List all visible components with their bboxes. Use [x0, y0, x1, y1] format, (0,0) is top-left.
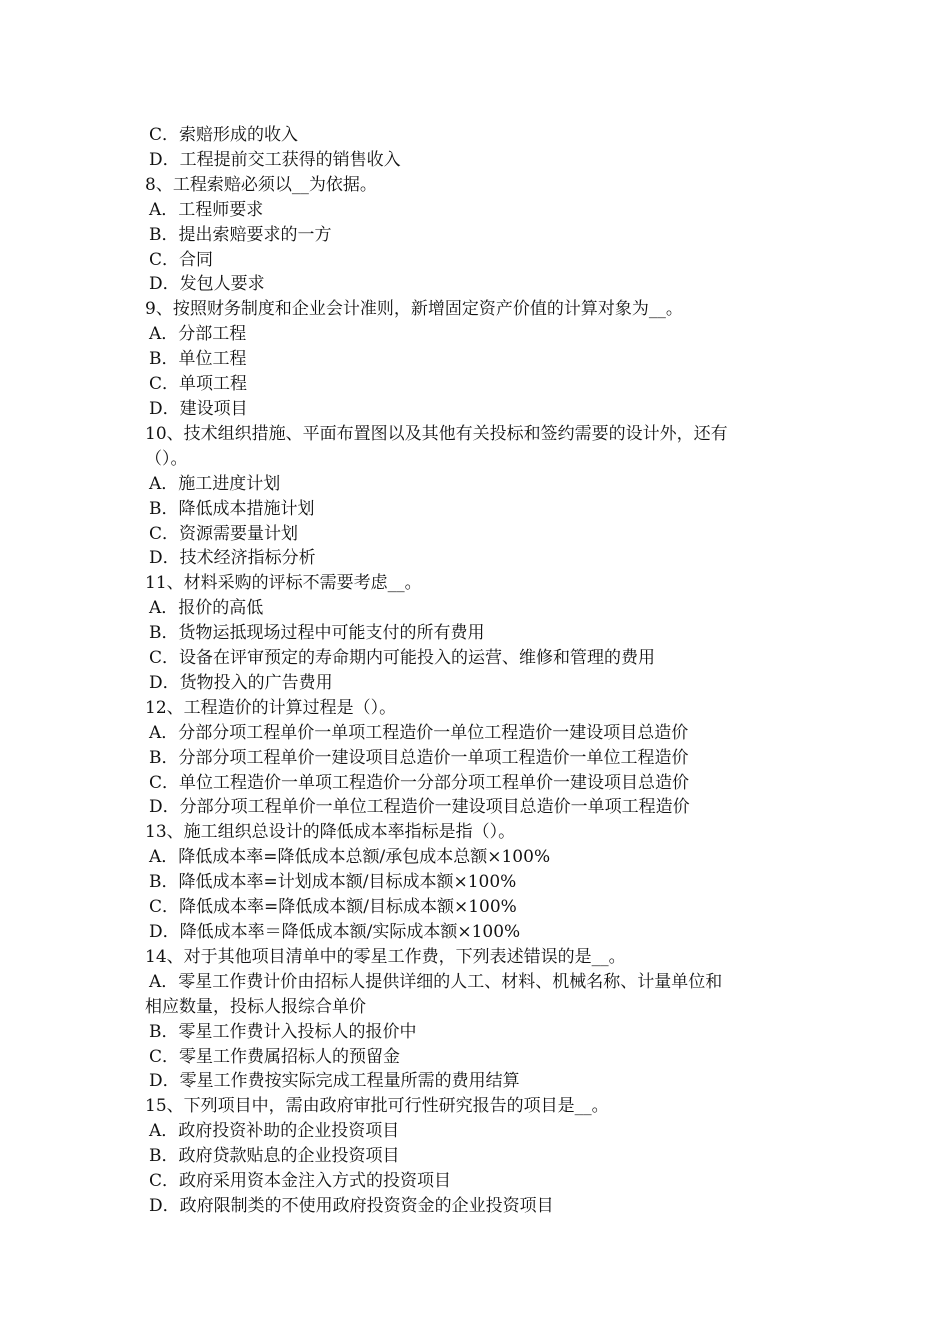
answer-option: D．零星工作费按实际完成工程量所需的费用结算: [149, 1071, 520, 1092]
answer-option: D．政府限制类的不使用政府投资资金的企业投资项目: [149, 1195, 554, 1216]
document-body: [145, 123, 810, 1219]
answer-option: A．工程师要求: [149, 199, 264, 220]
answer-option: A．零星工作费计价由招标人提供详细的人工、材料、机械名称、计量单位和: [149, 971, 723, 992]
answer-option: D．降低成本率＝降低成本额/实际成本额×100%: [149, 922, 521, 942]
answer-option: C．资源需要量计划: [149, 523, 299, 544]
answer-option: D．分部分项工程单价一单位工程造价一建设项目总造价一单项工程造价: [149, 797, 690, 818]
question-text: 相应数量，投标人报综合单价: [145, 996, 366, 1017]
question-text: 9、按照财务制度和企业会计准则，新增固定资产价值的计算对象为__。: [145, 299, 683, 320]
question-text: 12、工程造价的计算过程是（）。: [145, 697, 397, 718]
answer-option: D．发包人要求: [149, 274, 265, 295]
answer-option: C．单位工程造价一单项工程造价一分部分项工程单价一建设项目总造价: [149, 772, 690, 793]
question-text: 14、对于其他项目清单中的零星工作费，下列表述错误的是__。: [145, 946, 626, 967]
answer-option: A．分部工程: [149, 324, 247, 345]
answer-option: C．合同: [149, 249, 214, 270]
answer-option: B．降低成本率=计划成本额/目标成本额×100%: [149, 872, 517, 893]
answer-option: B．单位工程: [149, 349, 247, 370]
answer-option: B．政府贷款贴息的企业投资项目: [149, 1146, 400, 1167]
question-text: 11、材料采购的评标不需要考虑__。: [145, 573, 422, 594]
answer-option: C．政府采用资本金注入方式的投资项目: [149, 1171, 452, 1192]
answer-option: A．降低成本率=降低成本总额/承包成本总额×100%: [149, 847, 551, 868]
answer-option: D．建设项目: [149, 398, 248, 419]
answer-option: D．技术经济指标分析: [149, 548, 316, 569]
question-text: 13、施工组织总设计的降低成本率指标是指（）。: [145, 822, 516, 843]
answer-option: A．分部分项工程单价一单项工程造价一单位工程造价一建设项目总造价: [149, 722, 689, 743]
answer-option: D．工程提前交工获得的销售收入: [149, 149, 401, 170]
answer-option: D．货物投入的广告费用: [149, 672, 333, 693]
answer-option: B．零星工作费计入投标人的报价中: [149, 1021, 417, 1042]
answer-option: C．设备在评审预定的寿命期内可能投入的运营、维修和管理的费用: [149, 648, 656, 669]
answer-option: A．施工进度计划: [149, 473, 281, 494]
answer-option: B．货物运抵现场过程中可能支付的所有费用: [149, 623, 485, 644]
answer-option: C．单项工程: [149, 374, 248, 395]
question-text: 8、工程索赔必须以__为依据。: [145, 174, 377, 195]
answer-option: C．降低成本率=降低成本额/目标成本额×100%: [149, 897, 517, 918]
answer-option: C．索赔形成的收入: [149, 125, 299, 145]
answer-option: B．降低成本措施计划: [149, 498, 315, 519]
question-text: （）。: [145, 448, 188, 469]
answer-option: B．提出索赔要求的一方: [149, 224, 332, 245]
question-text: 15、下列项目中，需由政府审批可行性研究报告的项目是__。: [145, 1096, 609, 1117]
answer-option: A．政府投资补助的企业投资项目: [149, 1121, 400, 1142]
answer-option: B．分部分项工程单价一建设项目总造价一单项工程造价一单位工程造价: [149, 747, 689, 768]
answer-option: C．零星工作费属招标人的预留金: [149, 1046, 401, 1067]
question-text: 10、技术组织措施、平面布置图以及其他有关投标和签约需要的设计外，还有: [145, 423, 728, 444]
answer-option: A．报价的高低: [149, 598, 264, 619]
